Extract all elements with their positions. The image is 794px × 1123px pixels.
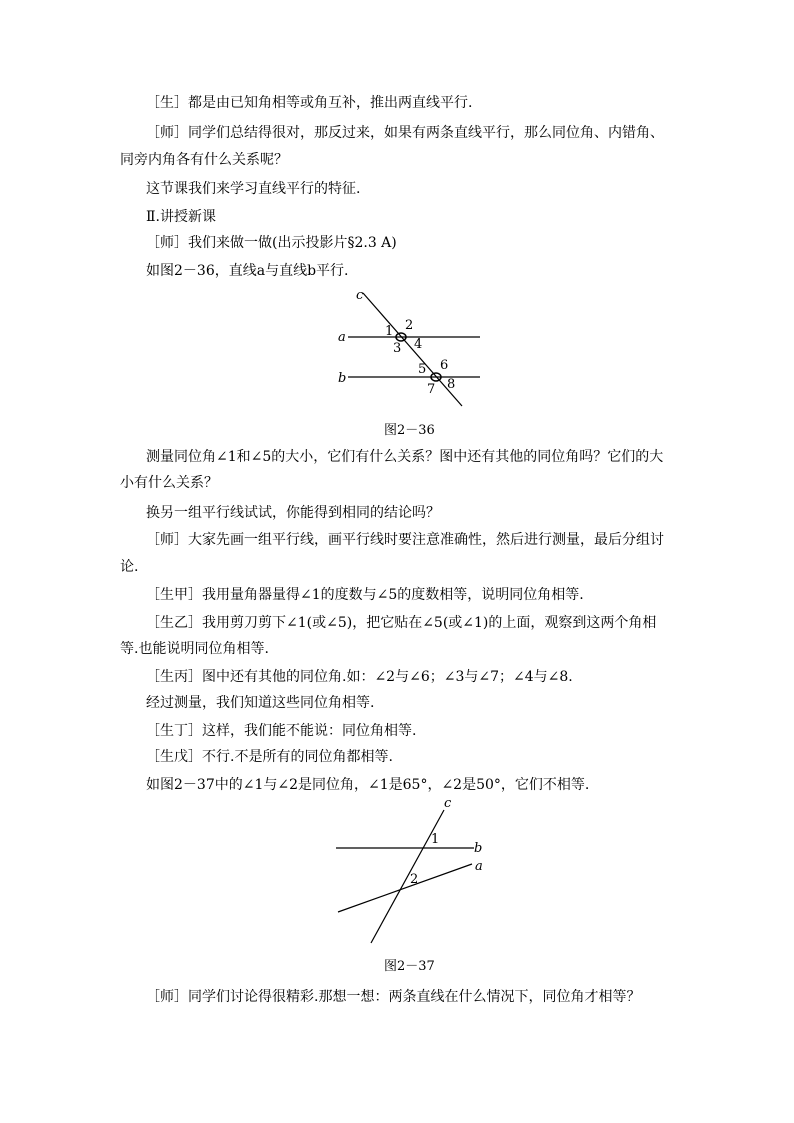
figure-caption-2-37: 图2－37 bbox=[384, 959, 435, 974]
paragraph-student-b: ［生乙］我用剪刀剪下∠1(或∠5)，把它贴在∠5(或∠1)的上面，观察到这两个角相 bbox=[146, 615, 657, 631]
label-line-b: b bbox=[338, 371, 347, 386]
paragraph-student-d: ［生丁］这样，我们能不能说：同位角相等. bbox=[146, 723, 417, 739]
paragraph-teacher-question: ［师］同学们总结得很对，那反过来，如果有两条直线平行，那么同位角、内错角、 bbox=[146, 125, 664, 141]
label-angle-1: 1 bbox=[385, 324, 394, 339]
figure-caption-2-36: 图2－36 bbox=[384, 423, 435, 438]
paragraph-student-e: ［生戊］不行.不是所有的同位角都相等. bbox=[146, 749, 393, 765]
paragraph-student-reply: ［生］都是由已知角相等或角互补，推出两直线平行. bbox=[146, 95, 473, 111]
label-line-c: c bbox=[356, 288, 364, 303]
label-angle-8: 8 bbox=[447, 377, 456, 392]
figure-2-37 bbox=[330, 795, 500, 950]
paragraph-teacher-summary: ［师］同学们讨论得很精彩.那想一想：两条直线在什么情况下，同位角才相等？ bbox=[146, 989, 641, 1005]
section-heading: Ⅱ.讲授新课 bbox=[146, 209, 216, 225]
paragraph-lesson-intro: 这节课我们来学习直线平行的特征. bbox=[146, 181, 361, 197]
paragraph-student-b-cont: 等.也能说明同位角相等. bbox=[120, 641, 269, 657]
paragraph-measure-result: 经过测量，我们知道这些同位角相等. bbox=[146, 695, 375, 711]
figure-2-36 bbox=[330, 285, 500, 415]
paragraph-teacher-instruction-cont: 论. bbox=[120, 559, 139, 575]
paragraph-try-another: 换另一组平行线试试，你能得到相同的结论吗？ bbox=[146, 505, 440, 521]
label-angle-2-fig2: 2 bbox=[410, 872, 419, 887]
label-line-c-2: c bbox=[444, 796, 452, 811]
paragraph-measure-question-cont: 小有什么关系？ bbox=[120, 475, 218, 491]
label-line-b-2: b bbox=[474, 841, 483, 856]
paragraph-figure-ref-2: 如图2－37中的∠1与∠2是同位角，∠1是65°，∠2是50°，它们不相等. bbox=[146, 777, 590, 793]
paragraph-student-c: ［生丙］图中还有其他的同位角.如：∠2与∠6；∠3与∠7；∠4与∠8. bbox=[146, 669, 573, 685]
paragraph-teacher-instruction: ［师］大家先画一组平行线，画平行线时要注意准确性，然后进行测量，最后分组讨 bbox=[146, 532, 664, 548]
paragraph-figure-ref-1: 如图2－36，直线a与直线b平行. bbox=[146, 263, 349, 279]
paragraph-teacher-activity: ［师］我们来做一做(出示投影片§2.3 A) bbox=[146, 235, 397, 251]
label-angle-5: 5 bbox=[418, 362, 427, 377]
label-angle-4: 4 bbox=[414, 337, 423, 352]
label-line-a-2: a bbox=[475, 859, 483, 874]
label-angle-1-fig2: 1 bbox=[431, 832, 440, 847]
paragraph-student-a: ［生甲］我用量角器量得∠1的度数与∠5的度数相等，说明同位角相等. bbox=[146, 587, 584, 603]
label-angle-6: 6 bbox=[440, 358, 449, 373]
label-line-a: a bbox=[338, 330, 346, 345]
paragraph-teacher-question-cont: 同旁内角各有什么关系呢？ bbox=[120, 152, 288, 168]
paragraph-measure-question: 测量同位角∠1和∠5的大小，它们有什么关系？图中还有其他的同位角吗？它们的大 bbox=[146, 449, 664, 465]
label-angle-2: 2 bbox=[405, 318, 414, 333]
label-angle-3: 3 bbox=[393, 341, 402, 356]
label-angle-7: 7 bbox=[427, 382, 436, 397]
